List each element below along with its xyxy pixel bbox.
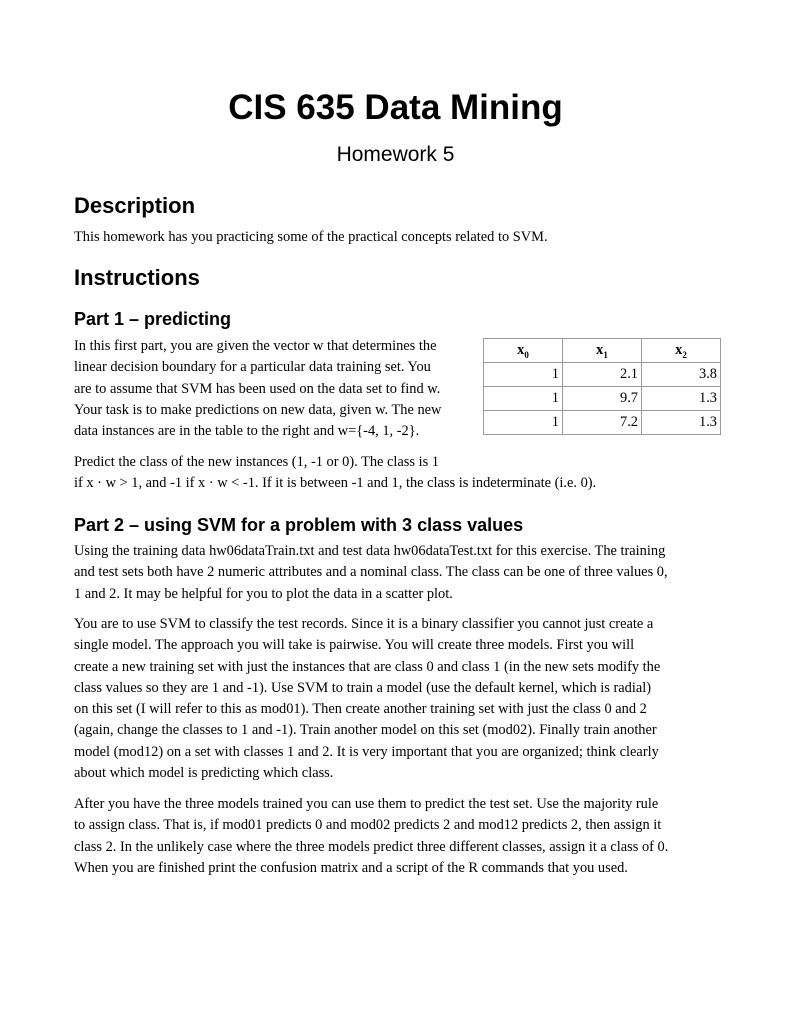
part2-line: (again, change the classes to 1 and -1). Train another model on this set (mod02). Finally train another <box>74 722 657 739</box>
part1-intro-line: linear decision boundary for a particular data training set. You <box>74 359 431 376</box>
part2-line: 1 and 2. It may be helpful for you to plot the data in a scatter plot. <box>74 585 453 602</box>
header-label: x <box>675 341 683 358</box>
part2-line: on this set (I will refer to this as mod01). Then create another training set with just the class 0 and 2 <box>74 701 647 718</box>
document-title: CIS 635 Data Mining <box>228 88 563 127</box>
table-header-row <box>484 339 721 363</box>
part1-intro-line: In this first part, you are given the vector w that determines the <box>74 338 437 354</box>
part2-line: When you are finished print the confusion matrix and a script of the R commands that you used. <box>74 859 628 876</box>
table-header-x0 <box>484 339 563 363</box>
table-row <box>484 387 721 411</box>
table-cell: 1 <box>484 411 563 435</box>
part2-line: After you have the three models trained you can use them to predict the test set. Use the majority rule <box>74 796 659 812</box>
table-header-x2 <box>642 339 721 363</box>
table-row <box>484 363 721 387</box>
description-line: This homework has you practicing some of the practical concepts related to SVM. <box>74 229 548 245</box>
header-subscript: 1 <box>603 349 608 360</box>
part2-line: about which model is predicting which class. <box>74 765 334 782</box>
part1-heading: Part 1 – predicting <box>74 309 232 329</box>
table-cell: 1.3 <box>642 387 721 411</box>
part2-line: You are to use SVM to classify the test records. Since it is a binary classifier you cannot just create a <box>74 616 654 632</box>
description-heading: Description <box>74 193 196 218</box>
part1-predict-line: if x · w > 1, and -1 if x · w < -1. If it is between -1 and 1, the class is indeterminate (i.e. 0). <box>74 475 597 492</box>
part2-line: to assign class. That is, if mod01 predicts 0 and mod02 predicts 2 and mod12 predicts 2, then assign it <box>74 817 662 834</box>
instructions-heading: Instructions <box>74 265 200 290</box>
part2-line: create a new training set with just the instances that are class 0 and class 1 (in the new sets modify the <box>74 658 661 675</box>
table-header-x1 <box>563 339 642 363</box>
document-subtitle: Homework 5 <box>336 143 455 166</box>
part1-predict-line: Predict the class of the new instances (1, -1 or 0). The class is 1 <box>74 454 440 470</box>
header-label: x <box>596 341 604 358</box>
table-row <box>484 411 721 435</box>
part2-line: and test sets both have 2 numeric attributes and a nominal class. The class can be one of three values 0, <box>74 564 668 581</box>
part2-line: Using the training data hw06dataTrain.txt and test data hw06dataTest.txt for this exercise. The training <box>74 543 666 559</box>
part2-line: model (mod12) on a set with classes 1 and 2. It is very important that you are organized; think clearly <box>74 743 659 760</box>
table-cell: 1.3 <box>642 411 721 435</box>
part1-intro-line: are to assume that SVM has been used on the data set to find w. <box>74 380 441 397</box>
header-subscript: 0 <box>524 349 529 360</box>
part2-paragraph-2 <box>74 614 724 784</box>
part2-paragraph-3 <box>74 794 724 879</box>
description-text <box>74 227 724 248</box>
header-label: x <box>517 341 525 358</box>
table-cell: 1 <box>484 363 563 387</box>
header-subscript: 2 <box>682 349 687 360</box>
part2-paragraph-1 <box>74 541 724 605</box>
part1-intro <box>74 336 479 442</box>
part2-line: single model. The approach you will take is pairwise. You will create three models. First you will <box>74 637 635 654</box>
table-cell: 3.8 <box>642 363 721 387</box>
part1-intro-line: Your task is to make predictions on new data, given w. The new <box>74 401 442 418</box>
part1-intro-line: data instances are in the table to the right and w={-4, 1, -2}. <box>74 423 420 440</box>
part1-predict <box>74 452 724 495</box>
table-cell: 7.2 <box>563 411 642 435</box>
part2-line: class values so they are 1 and -1). Use SVM to train a model (use the default kernel, which is radial) <box>74 679 652 696</box>
new-instances-table <box>483 338 721 435</box>
part2-line: class 2. In the unlikely case where the three models predict three different classes, assign it a class of 0. <box>74 838 669 855</box>
table-cell: 2.1 <box>563 363 642 387</box>
table-cell: 1 <box>484 387 563 411</box>
table-cell: 9.7 <box>563 387 642 411</box>
part2-heading: Part 2 – using SVM for a problem with 3 class values <box>74 515 524 535</box>
